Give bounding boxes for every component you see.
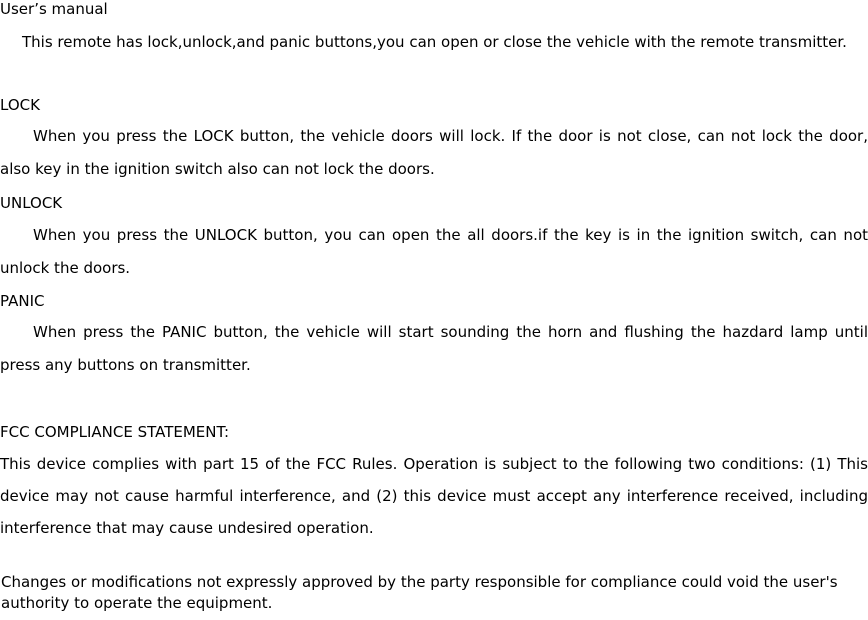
fcc-heading: FCC COMPLIANCE STATEMENT: — [0, 423, 230, 441]
lock-heading: LOCK — [0, 96, 40, 114]
modifications-notice: Changes or modifications not expressly approved by the party responsible for compliance could void the user's authority to operate the equipment. — [1, 573, 838, 612]
unlock-heading: UNLOCK — [0, 194, 63, 212]
panic-description: When press the PANIC button, the vehicle will start sounding the horn and flushing the hazdard lamp until press any buttons on transmitter. — [0, 323, 868, 374]
panic-heading: PANIC — [0, 292, 45, 310]
fcc-statement: This device complies with part 15 of the FCC Rules. Operation is subject to the following two conditions: (1) This device may not cause harmful interference, and (2) this device must accept any interference received, including interference that may cause undesired operation. — [0, 455, 868, 537]
intro-paragraph: This remote has lock,unlock,and panic buttons,you can open or close the vehicle with the remote transmitter. — [22, 33, 847, 51]
document-title: User’s manual — [0, 0, 108, 18]
lock-description: When you press the LOCK button, the vehicle doors will lock. If the door is not close, can not lock the door, also key in the ignition switch also can not lock the doors. — [0, 127, 868, 178]
unlock-description: When you press the UNLOCK button, you can open the all doors.if the key is in the ignition switch, can not unlock the doors. — [0, 226, 868, 277]
